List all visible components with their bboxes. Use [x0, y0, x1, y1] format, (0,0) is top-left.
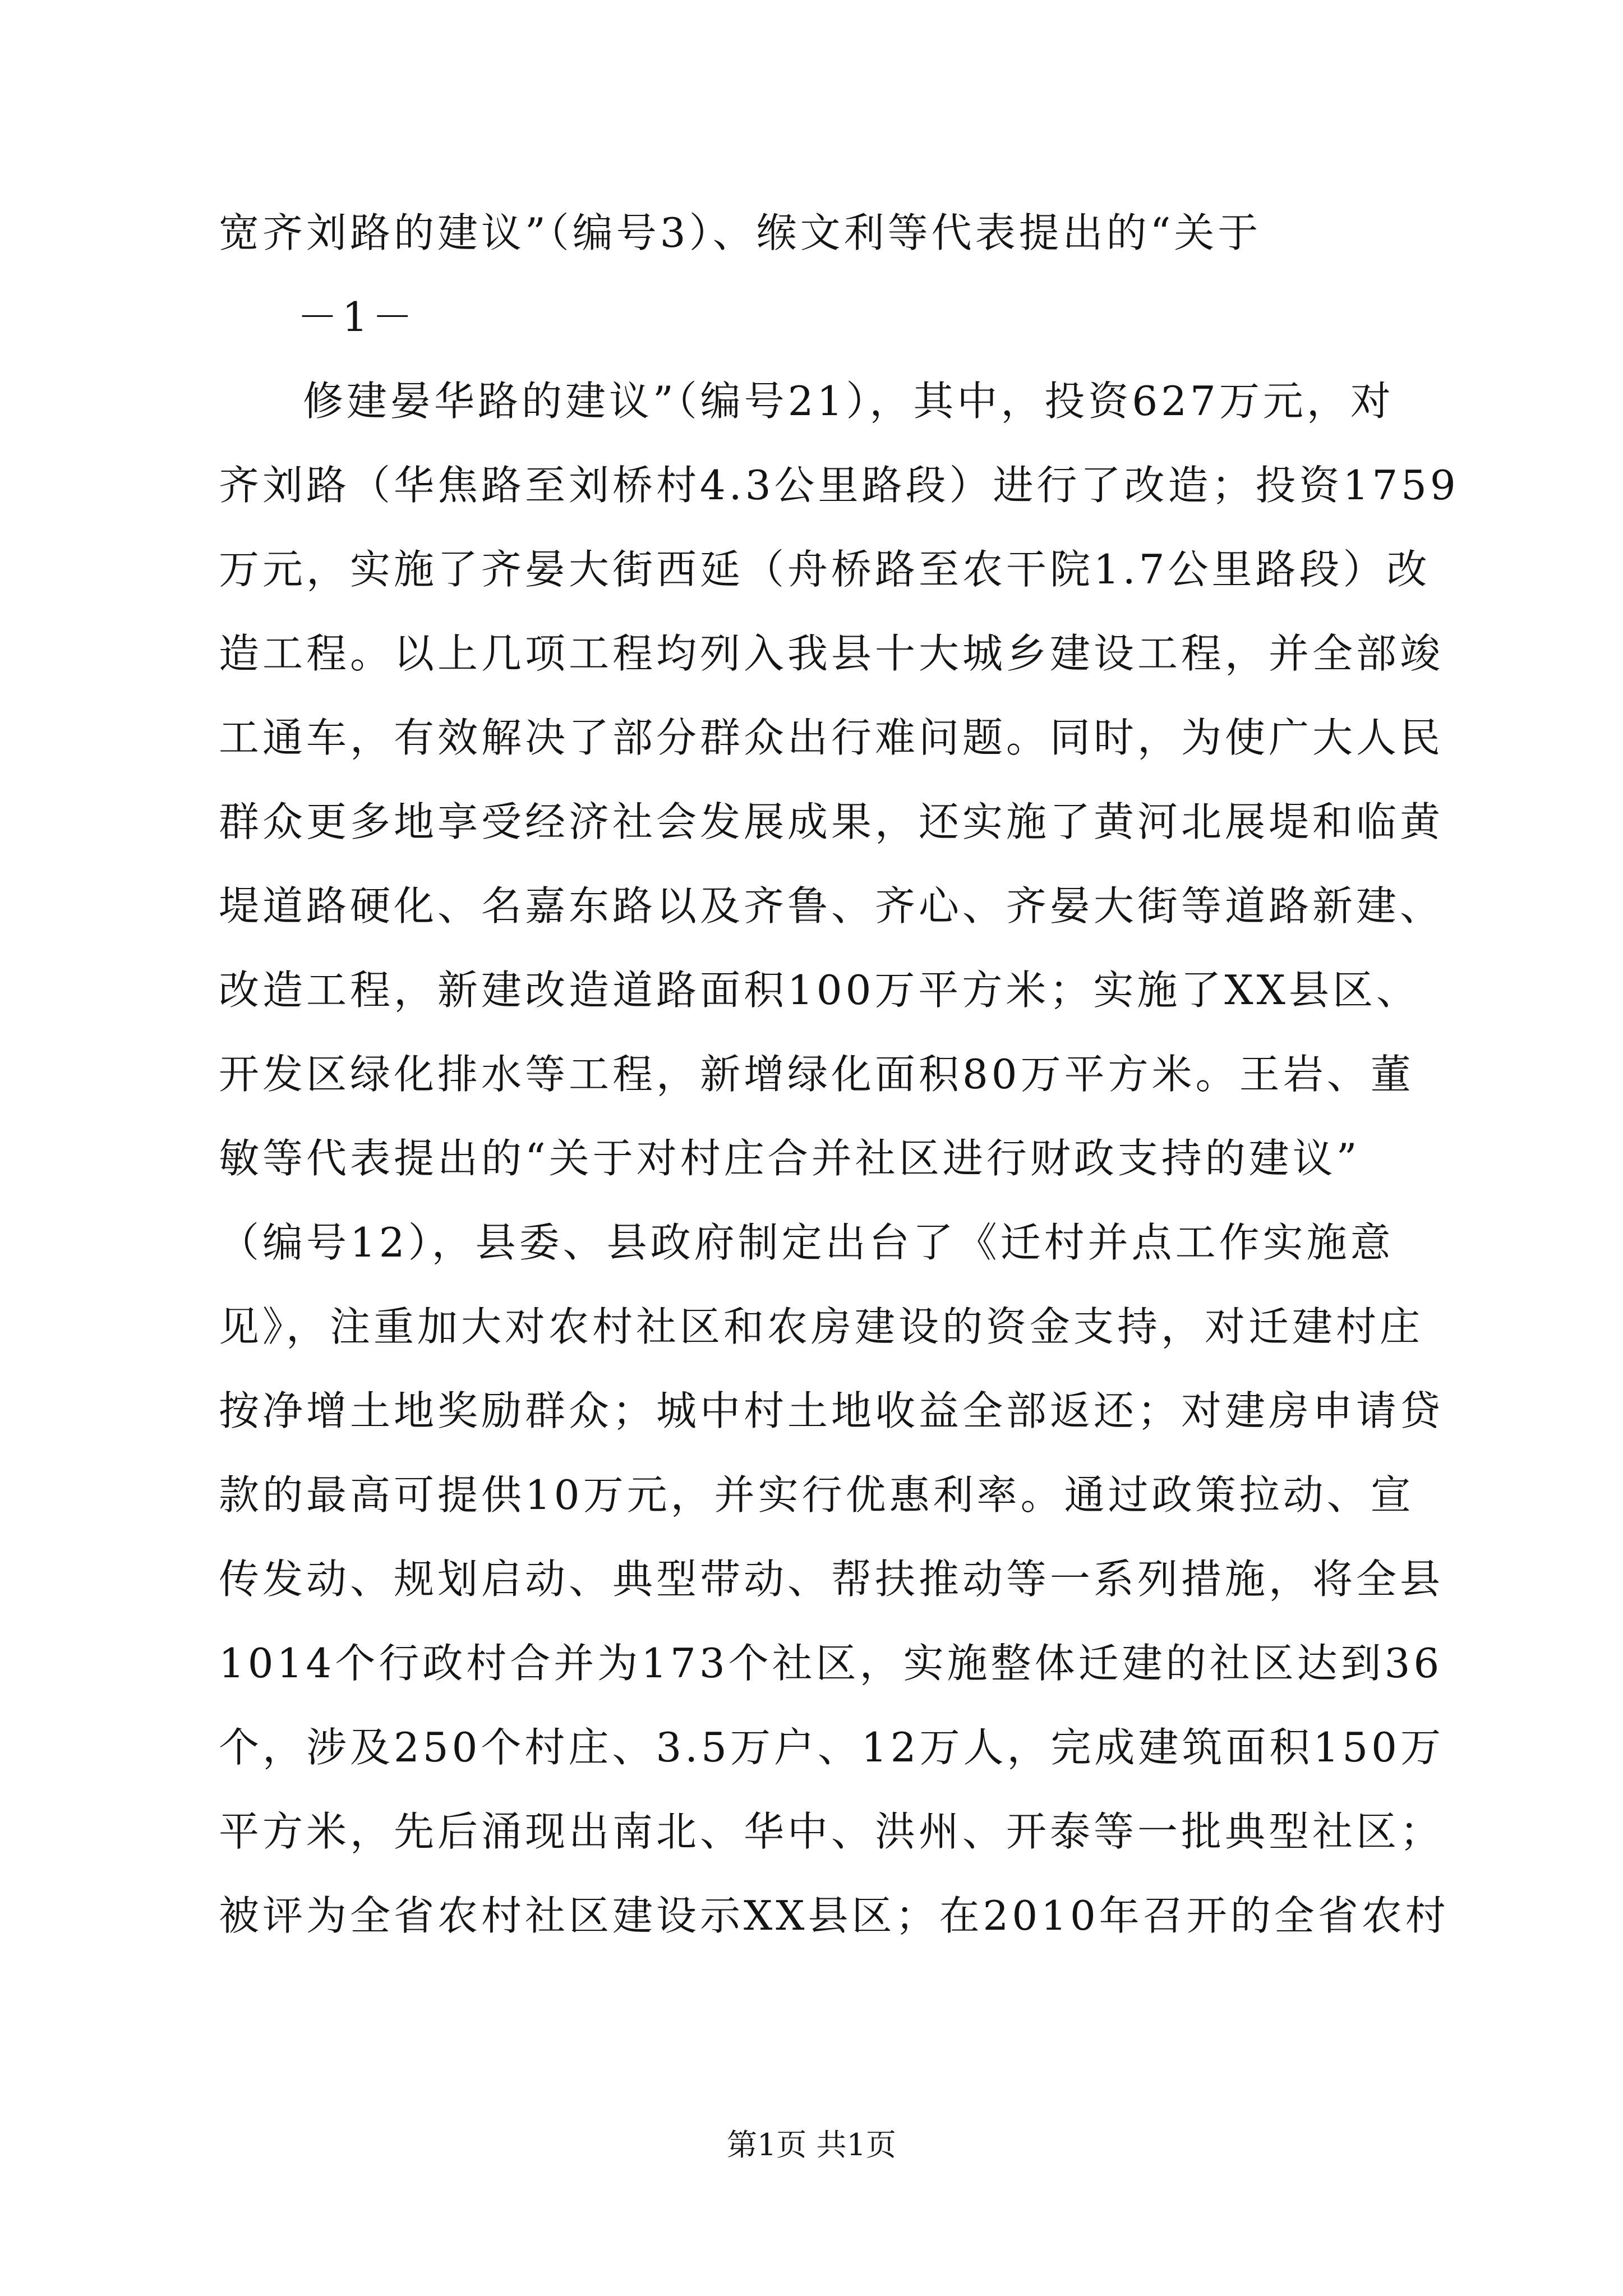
- body-line: 敏等代表提出的“关于对村庄合并社区进行财政支持的建议”: [219, 1135, 1361, 1182]
- body-line: 平方米，先后涌现出南北、华中、洪州、开泰等一批典型社区；: [219, 1808, 1444, 1855]
- body-line: 万元，实施了齐晏大街西延（舟桥路至农干院1.7公里路段）改: [219, 546, 1431, 593]
- body-line: 个，涉及250个村庄、3.5万户、12万人，完成建筑面积150万: [219, 1724, 1444, 1771]
- body-line: 被评为全省农村社区建设示XX县区；在2010年召开的全省农村: [219, 1892, 1449, 1939]
- body-line: 齐刘路（华焦路至刘桥村4.3公里路段）进行了改造；投资1759: [219, 462, 1459, 509]
- body-line: 款的最高可提供10万元，并实行优惠利率。通过政策拉动、宣: [219, 1471, 1414, 1519]
- body-line: 见》，注重加大对农村社区和农房建设的资金支持，对迁建村庄: [219, 1303, 1424, 1350]
- body-line: 传发动、规划启动、典型带动、帮扶推动等一系列措施，将全县: [219, 1556, 1444, 1603]
- body-line: （编号12），县委、县政府制定出台了《迁村并点工作实施意: [219, 1219, 1394, 1266]
- first-line: 宽齐刘路的建议”（编号3）、缑文利等代表提出的“关于: [219, 209, 1262, 256]
- body-line: 修建晏华路的建议”（编号21），其中，投资627万元，对: [303, 378, 1394, 425]
- body-line: 工通车，有效解决了部分群众出行难问题。同时，为使广大人民: [219, 714, 1444, 761]
- body-line: 按净增土地奖励群众；城中村土地收益全部返还；对建房申请贷: [219, 1387, 1444, 1434]
- body-line: 开发区绿化排水等工程，新增绿化面积80万平方米。王岩、董: [219, 1051, 1414, 1098]
- body-line: 改造工程，新建改造道路面积100万平方米；实施了XX县区、: [219, 967, 1420, 1014]
- body-line: 造工程。以上几项工程均列入我县十大城乡建设工程，并全部竣: [219, 630, 1444, 677]
- page-number-marker: －1－: [297, 293, 417, 341]
- body-line: 1014个行政村合并为173个社区，实施整体迁建的社区达到36: [219, 1640, 1443, 1687]
- page-footer: 第1页 共1页: [727, 2127, 896, 2162]
- body-line: 堤道路硬化、名嘉东路以及齐鲁、齐心、齐晏大街等道路新建、: [219, 882, 1444, 930]
- body-line: 群众更多地享受经济社会发展成果，还实施了黄河北展堤和临黄: [219, 798, 1444, 845]
